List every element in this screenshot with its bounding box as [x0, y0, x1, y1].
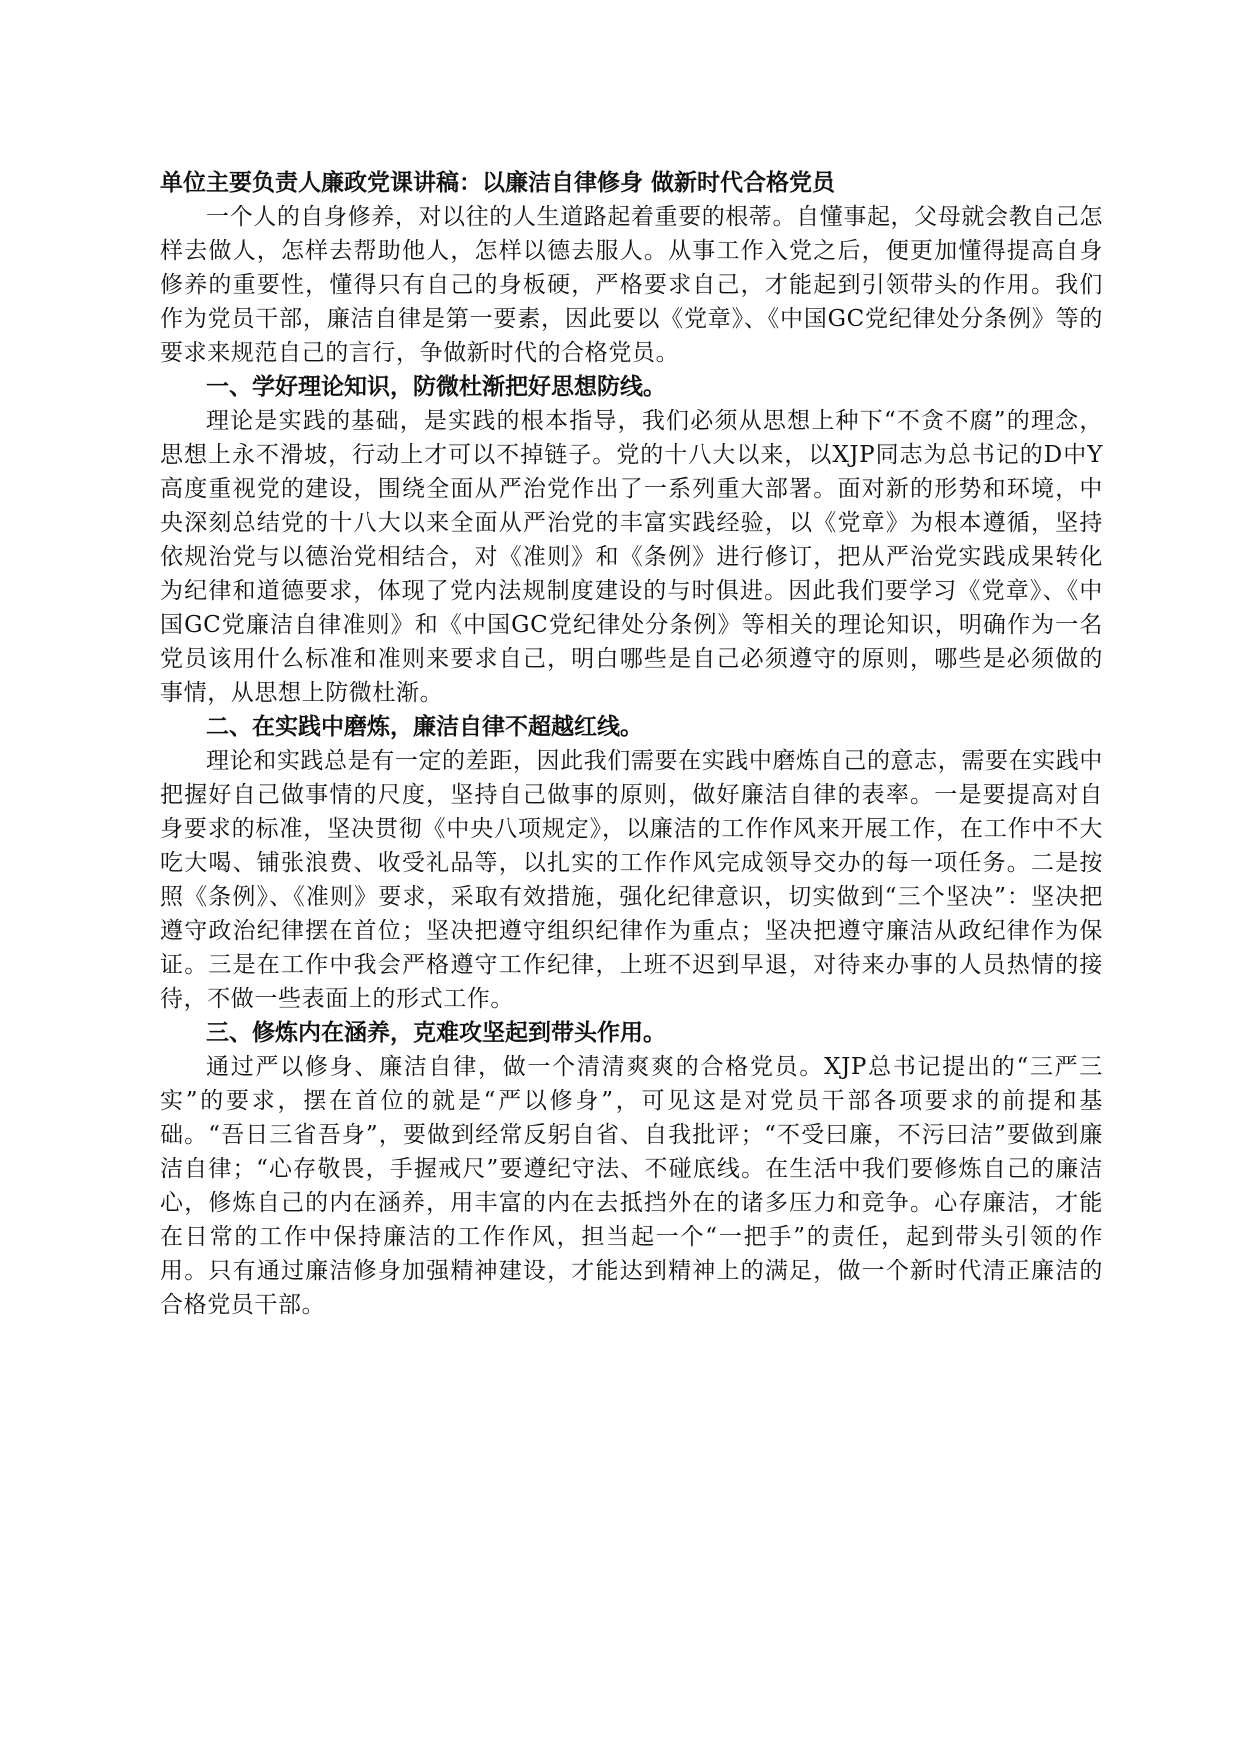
section-3-heading: 三、修炼内在涵养，克难攻坚起到带头作用。	[206, 1020, 666, 1046]
intro-paragraph: 一个人的自身修养，对以往的人生道路起着重要的根蒂。自懂事起，父母就会教自己怎样去做人，怎样去帮助他人，怎样以德去服人。从事工作入党之后，便更加懂得提高自身修养的重要性，懂得只有自己的身板硬，严格要求自己，才能起到引领带头的作用。我们作为党员干部，廉洁自律是第一要素，因此要以《党章》、《中国GC党纪律处分条例》等的要求来规范自己的言行，争做新时代的合格党员。	[160, 204, 1103, 366]
section-1-body: 理论是实践的基础，是实践的根本指导，我们必须从思想上种下“不贪不腐”的理念，思想上永不滑坡，行动上才可以不掉链子。党的十八大以来，以XJP同志为总书记的D中Y高度重视党的建设，围绕全面从严治党作出了一系列重大部署。面对新的形势和环境，中央深刻总结党的十八大以来全面从严治党的丰富实践经验，以《党章》为根本遵循，坚持依规治党与以德治党相结合，对《准则》和《条例》进行修订，把从严治党实践成果转化为纪律和道德要求，体现了党内法规制度建设的与时俱进。因此我们要学习《党章》、《中国GC党廉洁自律准则》和《中国GC党纪律处分条例》等相关的理论知识，明确作为一名党员该用什么标准和准则来要求自己，明白哪些是自己必须遵守的原则，哪些是必须做的事情，从思想上防微杜渐。	[160, 408, 1103, 706]
section-2-body: 理论和实践总是有一定的差距，因此我们需要在实践中磨炼自己的意志，需要在实践中把握好自己做事情的尺度，坚持自己做事的原则，做好廉洁自律的表率。一是要提高对自身要求的标准，坚决贯彻《中央八项规定》，以廉洁的工作作风来开展工作，在工作中不大吃大喝、铺张浪费、收受礼品等，以扎实的工作作风完成领导交办的每一项任务。二是按照《条例》、《准则》要求，采取有效措施，强化纪律意识，切实做到“三个坚决”：坚决把遵守政治纪律摆在首位；坚决把遵守组织纪律作为重点；坚决把遵守廉洁从政纪律作为保证。三是在工作中我会严格遵守工作纪律，上班不迟到早退，对待来办事的人员热情的接待，不做一些表面上的形式工作。	[160, 748, 1103, 1012]
section-1-heading: 一、学好理论知识，防微杜渐把好思想防线。	[206, 374, 666, 400]
document-title: 单位主要负责人廉政党课讲稿：以廉洁自律修身 做新时代合格党员	[160, 170, 836, 196]
section-3-body: 通过严以修身、廉洁自律，做一个清清爽爽的合格党员。XJP总书记提出的“三严三实”的要求，摆在首位的就是“严以修身”，可见这是对党员干部各项要求的前提和基础。“吾日三省吾身”，要做到经常反躬自省、自我批评；“不受曰廉，不污曰洁”要做到廉洁自律；“心存敬畏，手握戒尺”要遵纪守法、不碰底线。在生活中我们要修炼自己的廉洁心，修炼自己的内在涵养，用丰富的内在去抵挡外在的诸多压力和竞争。心存廉洁，才能在日常的工作中保持廉洁的工作作风，担当起一个“一把手”的责任，起到带头引领的作用。只有通过廉洁修身加强精神建设，才能达到精神上的满足，做一个新时代清正廉洁的合格党员干部。	[160, 1054, 1103, 1318]
document-page	[160, 166, 1103, 1322]
section-2-heading: 二、在实践中磨炼，廉洁自律不超越红线。	[206, 714, 643, 740]
